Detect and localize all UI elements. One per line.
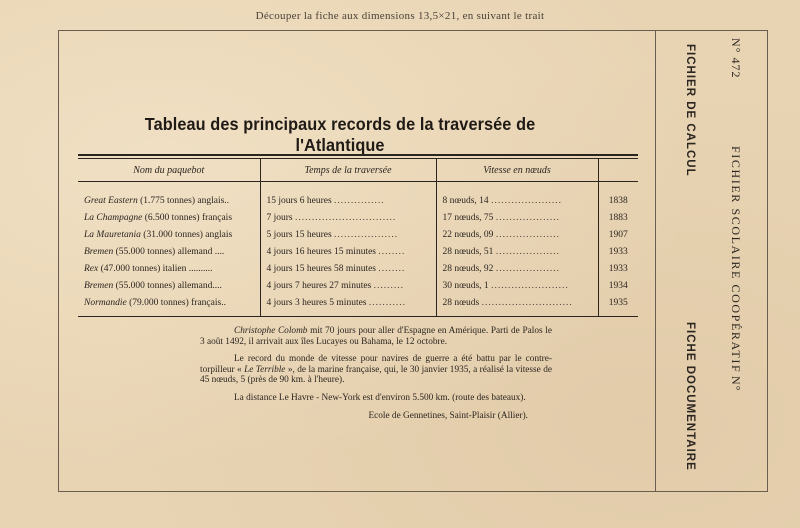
- ship-name: Normandie: [84, 297, 127, 308]
- ship-details: (79.000 tonnes) français..: [129, 297, 226, 308]
- ship-cell: [78, 294, 260, 311]
- table-header-row: [78, 159, 638, 182]
- leader-dots: ...........: [368, 297, 407, 308]
- time-cell: [260, 277, 436, 294]
- fiche-documentaire-label: FICHE DOCUMENTAIRE: [684, 322, 696, 471]
- table-spacer: [78, 182, 638, 193]
- note-colomb-text: mit 70 jours pour aller d'Espagne en Amérique. Parti de Palos le 3 août 1492, il arrivait aux îles Lucayes ou Bahama, le 12 octobre.: [200, 326, 552, 347]
- ship-details: (1.775 tonnes) anglais..: [140, 195, 230, 206]
- fichier-scolaire-label: FICHIER SCOLAIRE COOPÉRATIF: [729, 146, 743, 374]
- ship-cell: [78, 260, 260, 277]
- year-value: 1935: [598, 294, 638, 311]
- ship-name: Bremen: [84, 246, 114, 257]
- page-title: Tableau des principaux records de la traversée de l'Atlantique: [144, 114, 536, 155]
- year-value: 1933: [598, 260, 638, 277]
- speed-value: 28 nœuds: [442, 297, 480, 308]
- speed-value: 28 nœuds, 51: [442, 246, 494, 257]
- records-table: [78, 154, 638, 317]
- leader-dots: ........: [378, 246, 406, 257]
- speed-cell: [436, 260, 598, 277]
- table-row: [78, 294, 638, 311]
- leader-dots: .....................: [491, 195, 562, 206]
- speed-value: 8 nœuds, 14: [442, 195, 489, 206]
- speed-cell: [436, 277, 598, 294]
- fichier-calcul-label: FICHIER DE CALCUL: [684, 44, 696, 177]
- ship-cell: [78, 192, 260, 209]
- table-row: [78, 260, 638, 277]
- time-cell: [260, 294, 436, 311]
- speed-cell: [436, 226, 598, 243]
- year-value: 1933: [598, 243, 638, 260]
- table-row: [78, 192, 638, 209]
- time-cell: [260, 192, 436, 209]
- leader-dots: ...................: [495, 229, 560, 240]
- speed-value: 17 nœuds, 75: [442, 212, 494, 223]
- header-year: [598, 159, 638, 182]
- speed-value: 30 nœuds, 1: [442, 280, 489, 291]
- note-signature: Ecole de Gennetines, Saint-Plaisir (Allier).: [368, 410, 528, 421]
- note-record: [200, 354, 552, 386]
- year-value: 1934: [598, 277, 638, 294]
- leader-dots: ..............................: [295, 212, 397, 223]
- speed-cell: [436, 192, 598, 209]
- time-cell: [260, 260, 436, 277]
- ship-cell: [78, 226, 260, 243]
- year-value: 1838: [598, 192, 638, 209]
- note-colomb-name: Christophe Colomb: [234, 326, 308, 336]
- note-record-after: », de la marine française, qui, le 30 janvier 1935, a réalisé la vitesse de 45 nœuds, 5 (près de 90 km. à l'heure).: [200, 364, 552, 386]
- numero-blank: N°: [729, 376, 743, 392]
- leader-dots: ...................: [495, 263, 560, 274]
- leader-dots: ...................: [495, 212, 560, 223]
- table-row: [78, 226, 638, 243]
- table-row: [78, 243, 638, 260]
- fiche-number: N° 472: [729, 38, 743, 79]
- leader-dots: ...................: [495, 246, 560, 257]
- leader-dots: ...........................: [481, 297, 573, 308]
- ship-details: (31.000 tonnes) anglais: [143, 229, 233, 240]
- table-row: [78, 277, 638, 294]
- time-value: 5 jours 15 heures: [266, 229, 332, 240]
- speed-cell: [436, 209, 598, 226]
- records-grid: [78, 159, 638, 316]
- ship-cell: [78, 243, 260, 260]
- time-value: 7 jours: [266, 212, 293, 223]
- cut-instruction: Découper la fiche aux dimensions 13,5×21, en suivant le trait: [255, 10, 545, 22]
- ship-name: Bremen: [84, 280, 114, 291]
- year-value: 1907: [598, 226, 638, 243]
- ship-details: (55.000 tonnes) allemand....: [115, 280, 222, 291]
- table-bottom-rule: [78, 316, 638, 317]
- time-cell: [260, 243, 436, 260]
- time-cell: [260, 209, 436, 226]
- table-row: [78, 209, 638, 226]
- leader-dots: ...................: [334, 229, 399, 240]
- speed-cell: [436, 243, 598, 260]
- leader-dots: .......................: [491, 280, 569, 291]
- time-value: 4 jours 7 heures 27 minutes: [266, 280, 372, 291]
- speed-value: 28 nœuds, 92: [442, 263, 494, 274]
- year-value: 1883: [598, 209, 638, 226]
- ship-name: Great Eastern: [84, 195, 138, 206]
- ship-cell: [78, 277, 260, 294]
- time-value: 4 jours 16 heures 15 minutes: [266, 246, 377, 257]
- ship-details: (6.500 tonnes) français: [144, 212, 233, 223]
- ship-name: La Mauretania: [84, 229, 141, 240]
- header-time: Temps de la traversée: [260, 159, 436, 182]
- ship-details: (47.000 tonnes) italien ..........: [100, 263, 213, 274]
- ship-details: (55.000 tonnes) allemand ....: [115, 246, 225, 257]
- note-distance: La distance Le Havre - New-York est d'environ 5.500 km. (route des bateaux).: [234, 392, 526, 403]
- ship-name: La Champagne: [84, 212, 143, 223]
- notes-section: [200, 326, 552, 428]
- header-ship: Nom du paquebot: [78, 159, 260, 182]
- note-record-before: Le record du monde de vitesse pour navires de guerre a été battu par le contre-torpilleur «: [200, 354, 552, 375]
- note-record-ship: Le Terrible: [244, 364, 286, 375]
- header-speed: Vitesse en nœuds: [436, 159, 598, 182]
- side-divider: [655, 30, 656, 492]
- time-value: 4 jours 15 heures 58 minutes: [266, 263, 377, 274]
- leader-dots: ...............: [334, 195, 385, 206]
- ship-cell: [78, 209, 260, 226]
- leader-dots: .........: [373, 280, 405, 291]
- speed-cell: [436, 294, 598, 311]
- note-colomb: [200, 326, 552, 347]
- ship-name: Rex: [84, 263, 99, 274]
- time-value: 4 jours 3 heures 5 minutes: [266, 297, 367, 308]
- time-cell: [260, 226, 436, 243]
- speed-value: 22 nœuds, 09: [442, 229, 494, 240]
- time-value: 15 jours 6 heures: [266, 195, 332, 206]
- table-top-rule: [78, 154, 638, 156]
- leader-dots: ........: [378, 263, 406, 274]
